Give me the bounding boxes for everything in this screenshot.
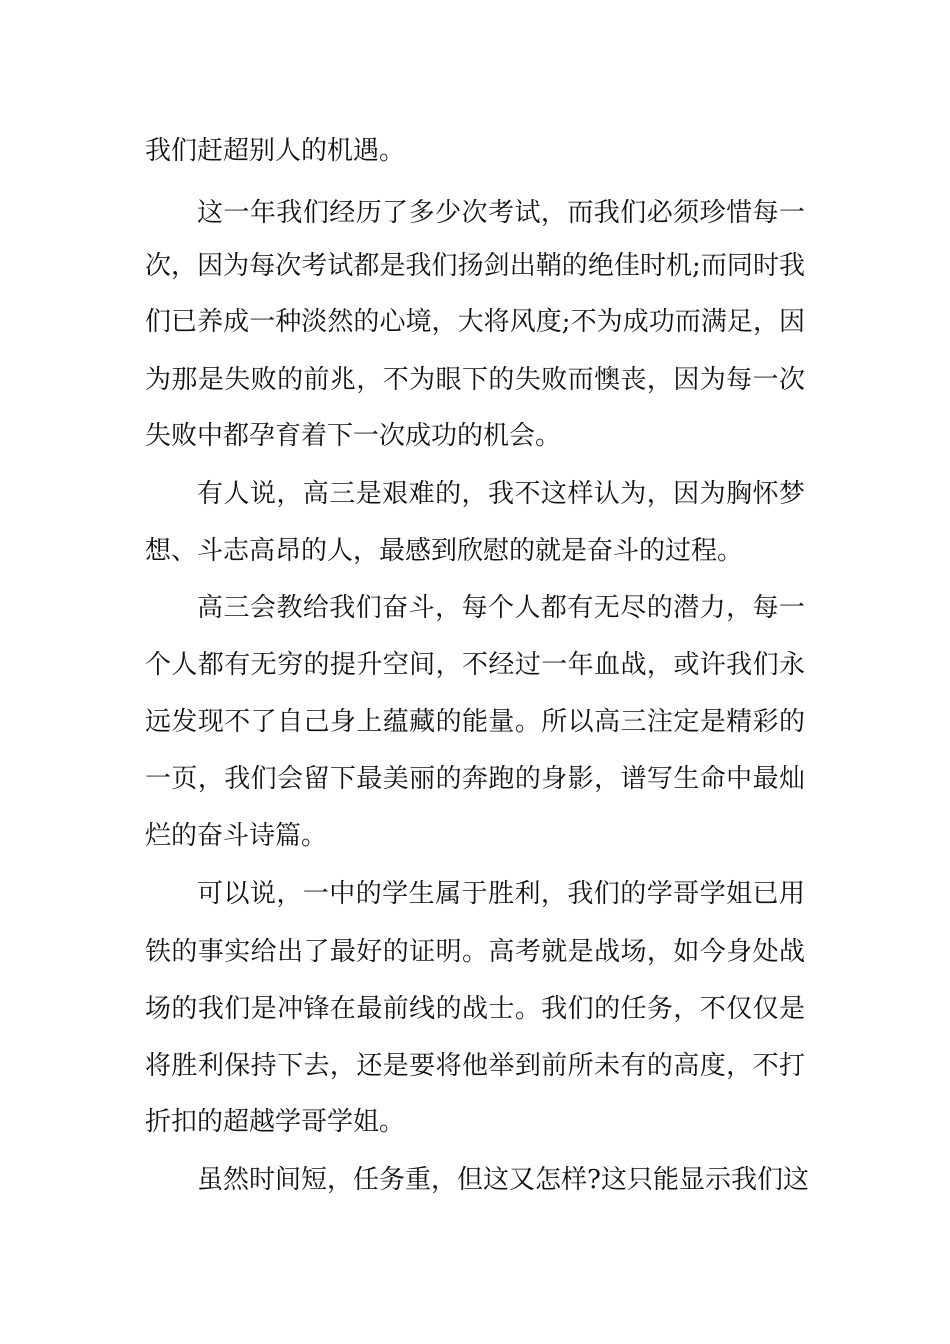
text-line: 铁的事实给出了最好的证明。高考就是战场，如今身处战 (145, 937, 805, 967)
text-line: 场的我们是冲锋在最前线的战士。我们的任务，不仅仅是 (145, 994, 805, 1024)
text-line: 远发现不了自己身上蕴藏的能量。所以高三注定是精彩的 (145, 707, 805, 737)
text-line: 为那是失败的前兆，不为眼下的失败而懊丧，因为每一次 (145, 365, 805, 395)
text-line: 们已养成一种淡然的心境，大将风度;不为成功而满足，因 (145, 307, 805, 337)
paragraph-first-line: 这一年我们经历了多少次考试，而我们必须珍惜每一 (197, 198, 805, 228)
text-line: 折扣的超越学哥学姐。 (145, 1107, 406, 1137)
paragraph-first-line: 可以说，一中的学生属于胜利，我们的学哥学姐已用 (197, 879, 805, 909)
text-line: 我们赶超别人的机遇。 (145, 136, 406, 166)
text-line: 一页，我们会留下最美丽的奔跑的身影，谱写生命中最灿 (145, 764, 805, 794)
text-line: 将胜利保持下去，还是要将他举到前所未有的高度，不打 (145, 1051, 805, 1081)
text-line: 失败中都孕育着下一次成功的机会。 (145, 421, 562, 451)
text-line: 烂的奋斗诗篇。 (145, 821, 328, 851)
paragraph-first-line: 有人说，高三是艰难的，我不这样认为，因为胸怀梦 (197, 479, 805, 509)
text-line: 想、斗志高昂的人，最感到欣慰的就是奋斗的过程。 (145, 536, 744, 566)
text-line: 个人都有无穷的提升空间，不经过一年血战，或许我们永 (145, 650, 805, 680)
paragraph-first-line: 高三会教给我们奋斗，每个人都有无尽的潜力，每一 (197, 593, 805, 623)
paragraph-first-line: 虽然时间短，任务重，但这又怎样?这只能显示我们这 (197, 1165, 809, 1195)
text-line: 次，因为每次考试都是我们扬剑出鞘的绝佳时机;而同时我 (145, 251, 805, 281)
